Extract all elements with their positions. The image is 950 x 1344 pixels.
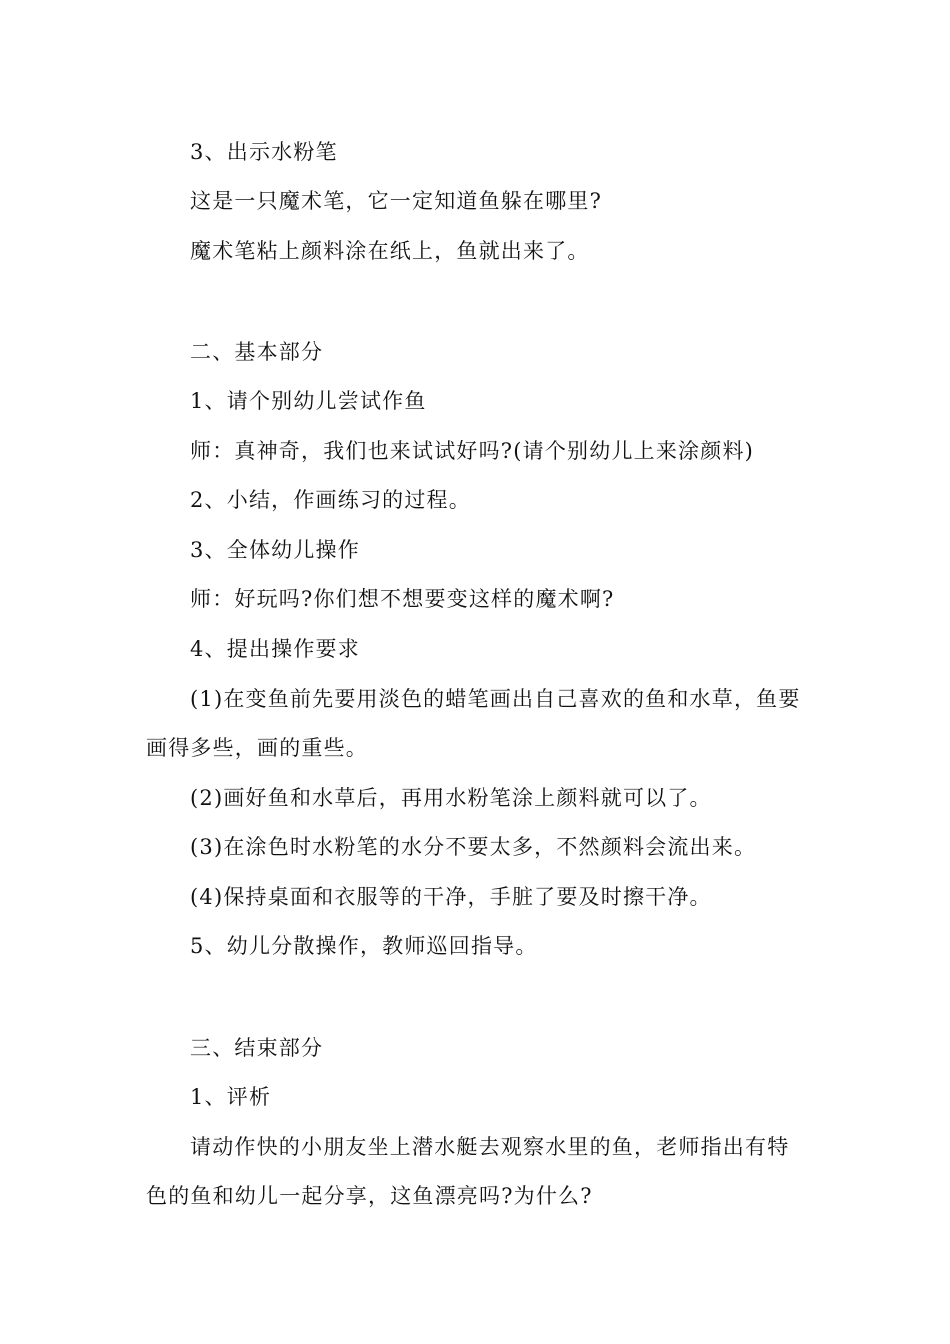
requirement-item: (3)在涂色时水粉笔的水分不要太多，不然颜料会流出来。 [190,835,757,859]
step-heading: 1、评析 [190,1085,272,1109]
step-heading: 1、请个别幼儿尝试作鱼 [190,389,427,413]
step-heading: 5、幼儿分散操作，教师巡回指导。 [190,934,538,958]
paragraph-line: 这是一只魔术笔，它一定知道鱼躲在哪里? [190,189,603,213]
requirement-item: (2)画好鱼和水草后，再用水粉笔涂上颜料就可以了。 [190,786,712,810]
paragraph-line: 魔术笔粘上颜料涂在纸上，鱼就出来了。 [190,239,590,263]
step-3-heading: 3、出示水粉笔 [190,140,338,164]
paragraph-line: 师：真神奇，我们也来试试好吗?(请个别幼儿上来涂颜料) [190,439,755,463]
step-heading: 3、全体幼儿操作 [190,538,360,562]
step-heading: 2、小结，作画练习的过程。 [190,488,471,512]
step-heading: 4、提出操作要求 [190,637,360,661]
requirement-item: (4)保持桌面和衣服等的干净，手脏了要及时擦干净。 [190,885,712,909]
requirement-item: (1)在变鱼前先要用淡色的蜡笔画出自己喜欢的鱼和水草，鱼要 [190,687,801,711]
paragraph-line: 请动作快的小朋友坐上潜水艇去观察水里的鱼，老师指出有特 [190,1135,790,1159]
section-heading-basic: 二、基本部分 [190,340,324,364]
paragraph-line: 师：好玩吗?你们想不想要变这样的魔术啊? [190,587,615,611]
paragraph-line-continuation: 色的鱼和幼儿一起分享，这鱼漂亮吗?为什么? [146,1184,593,1208]
requirement-item-continuation: 画得多些，画的重些。 [146,736,368,760]
section-heading-ending: 三、结束部分 [190,1036,324,1060]
